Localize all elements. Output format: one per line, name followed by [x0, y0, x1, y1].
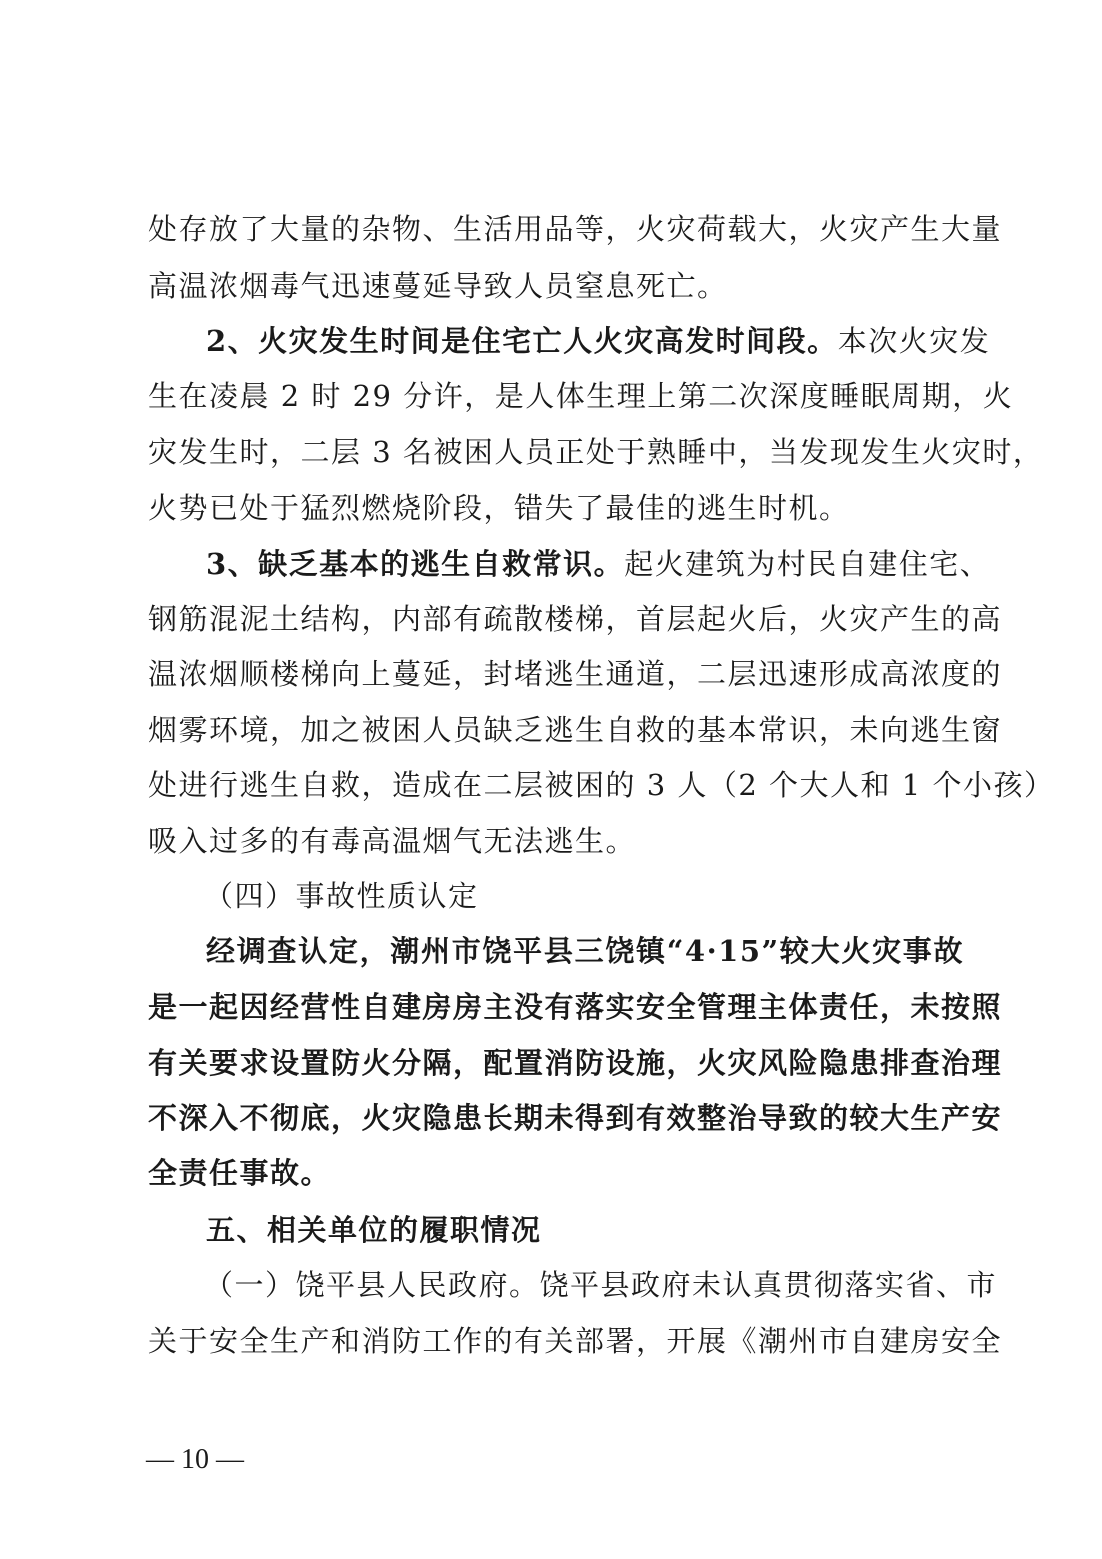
paragraph-line: 处进行逃生自救，造成在二层被困的 3 人（2 个大人和 1 个小孩）	[148, 768, 1055, 802]
point-heading: 2、火灾发生时间是住宅亡人火灾高发时间段。	[206, 324, 838, 358]
paragraph-line: 关于安全生产和消防工作的有关部署，开展《潮州市自建房安全	[148, 1324, 1003, 1358]
paragraph-line: 烟雾环境，加之被困人员缺乏逃生自救的基本常识，未向逃生窗	[148, 713, 1003, 747]
paragraph-line: 高温浓烟毒气迅速蔓延导致人员窒息死亡。	[148, 269, 728, 303]
paragraph-line: 全责任事故。	[148, 1156, 332, 1190]
point-text: 起火建筑为村民自建住宅、	[624, 547, 991, 581]
paragraph-line: 是一起因经营性自建房房主没有落实安全管理主体责任，未按照	[148, 990, 1003, 1024]
paragraph-line	[204, 1265, 998, 1305]
point-heading: 3、缺乏基本的逃生自救常识。	[206, 547, 625, 581]
paragraph-line	[206, 544, 991, 584]
paragraph-line: 温浓烟顺楼梯向上蔓延，封堵逃生通道，二层迅速形成高浓度的	[148, 657, 1003, 691]
paragraph-line: 有关要求设置防火分隔，配置消防设施，火灾风险隐患排查治理	[148, 1046, 1003, 1080]
paragraph-line: 经调查认定，潮州市饶平县三饶镇“4·15”较大火灾事故	[206, 934, 964, 968]
paragraph-line: 吸入过多的有毒高温烟气无法逃生。	[148, 824, 637, 858]
paragraph-line	[206, 321, 991, 361]
paragraph-line: 钢筋混泥土结构，内部有疏散楼梯，首层起火后，火灾产生的高	[148, 602, 1003, 636]
paragraph-line: 生在凌晨 2 时 29 分许，是人体生理上第二次深度睡眠周期，火	[148, 379, 1014, 413]
point-text: 本次火灾发	[837, 324, 991, 358]
paragraph-line: 处存放了大量的杂物、生活用品等，火灾荷载大，火灾产生大量	[148, 212, 1003, 246]
paragraph-line: 灾发生时，二层 3 名被困人员正处于熟睡中，当发现发生火灾时，	[148, 435, 1044, 469]
page-number: — 10 —	[146, 1444, 244, 1475]
subsection-title: （一）饶平县人民政府。	[204, 1268, 540, 1302]
paragraph-line: 火势已处于猛烈燃烧阶段，错失了最佳的逃生时机。	[148, 491, 850, 525]
chapter-heading: 五、相关单位的履职情况	[206, 1213, 542, 1247]
section-heading: （四）事故性质认定	[204, 879, 479, 913]
paragraph-line: 不深入不彻底，火灾隐患长期未得到有效整治导致的较大生产安	[148, 1101, 1003, 1135]
point-text: 饶平县政府未认真贯彻落实省、市	[539, 1268, 998, 1302]
